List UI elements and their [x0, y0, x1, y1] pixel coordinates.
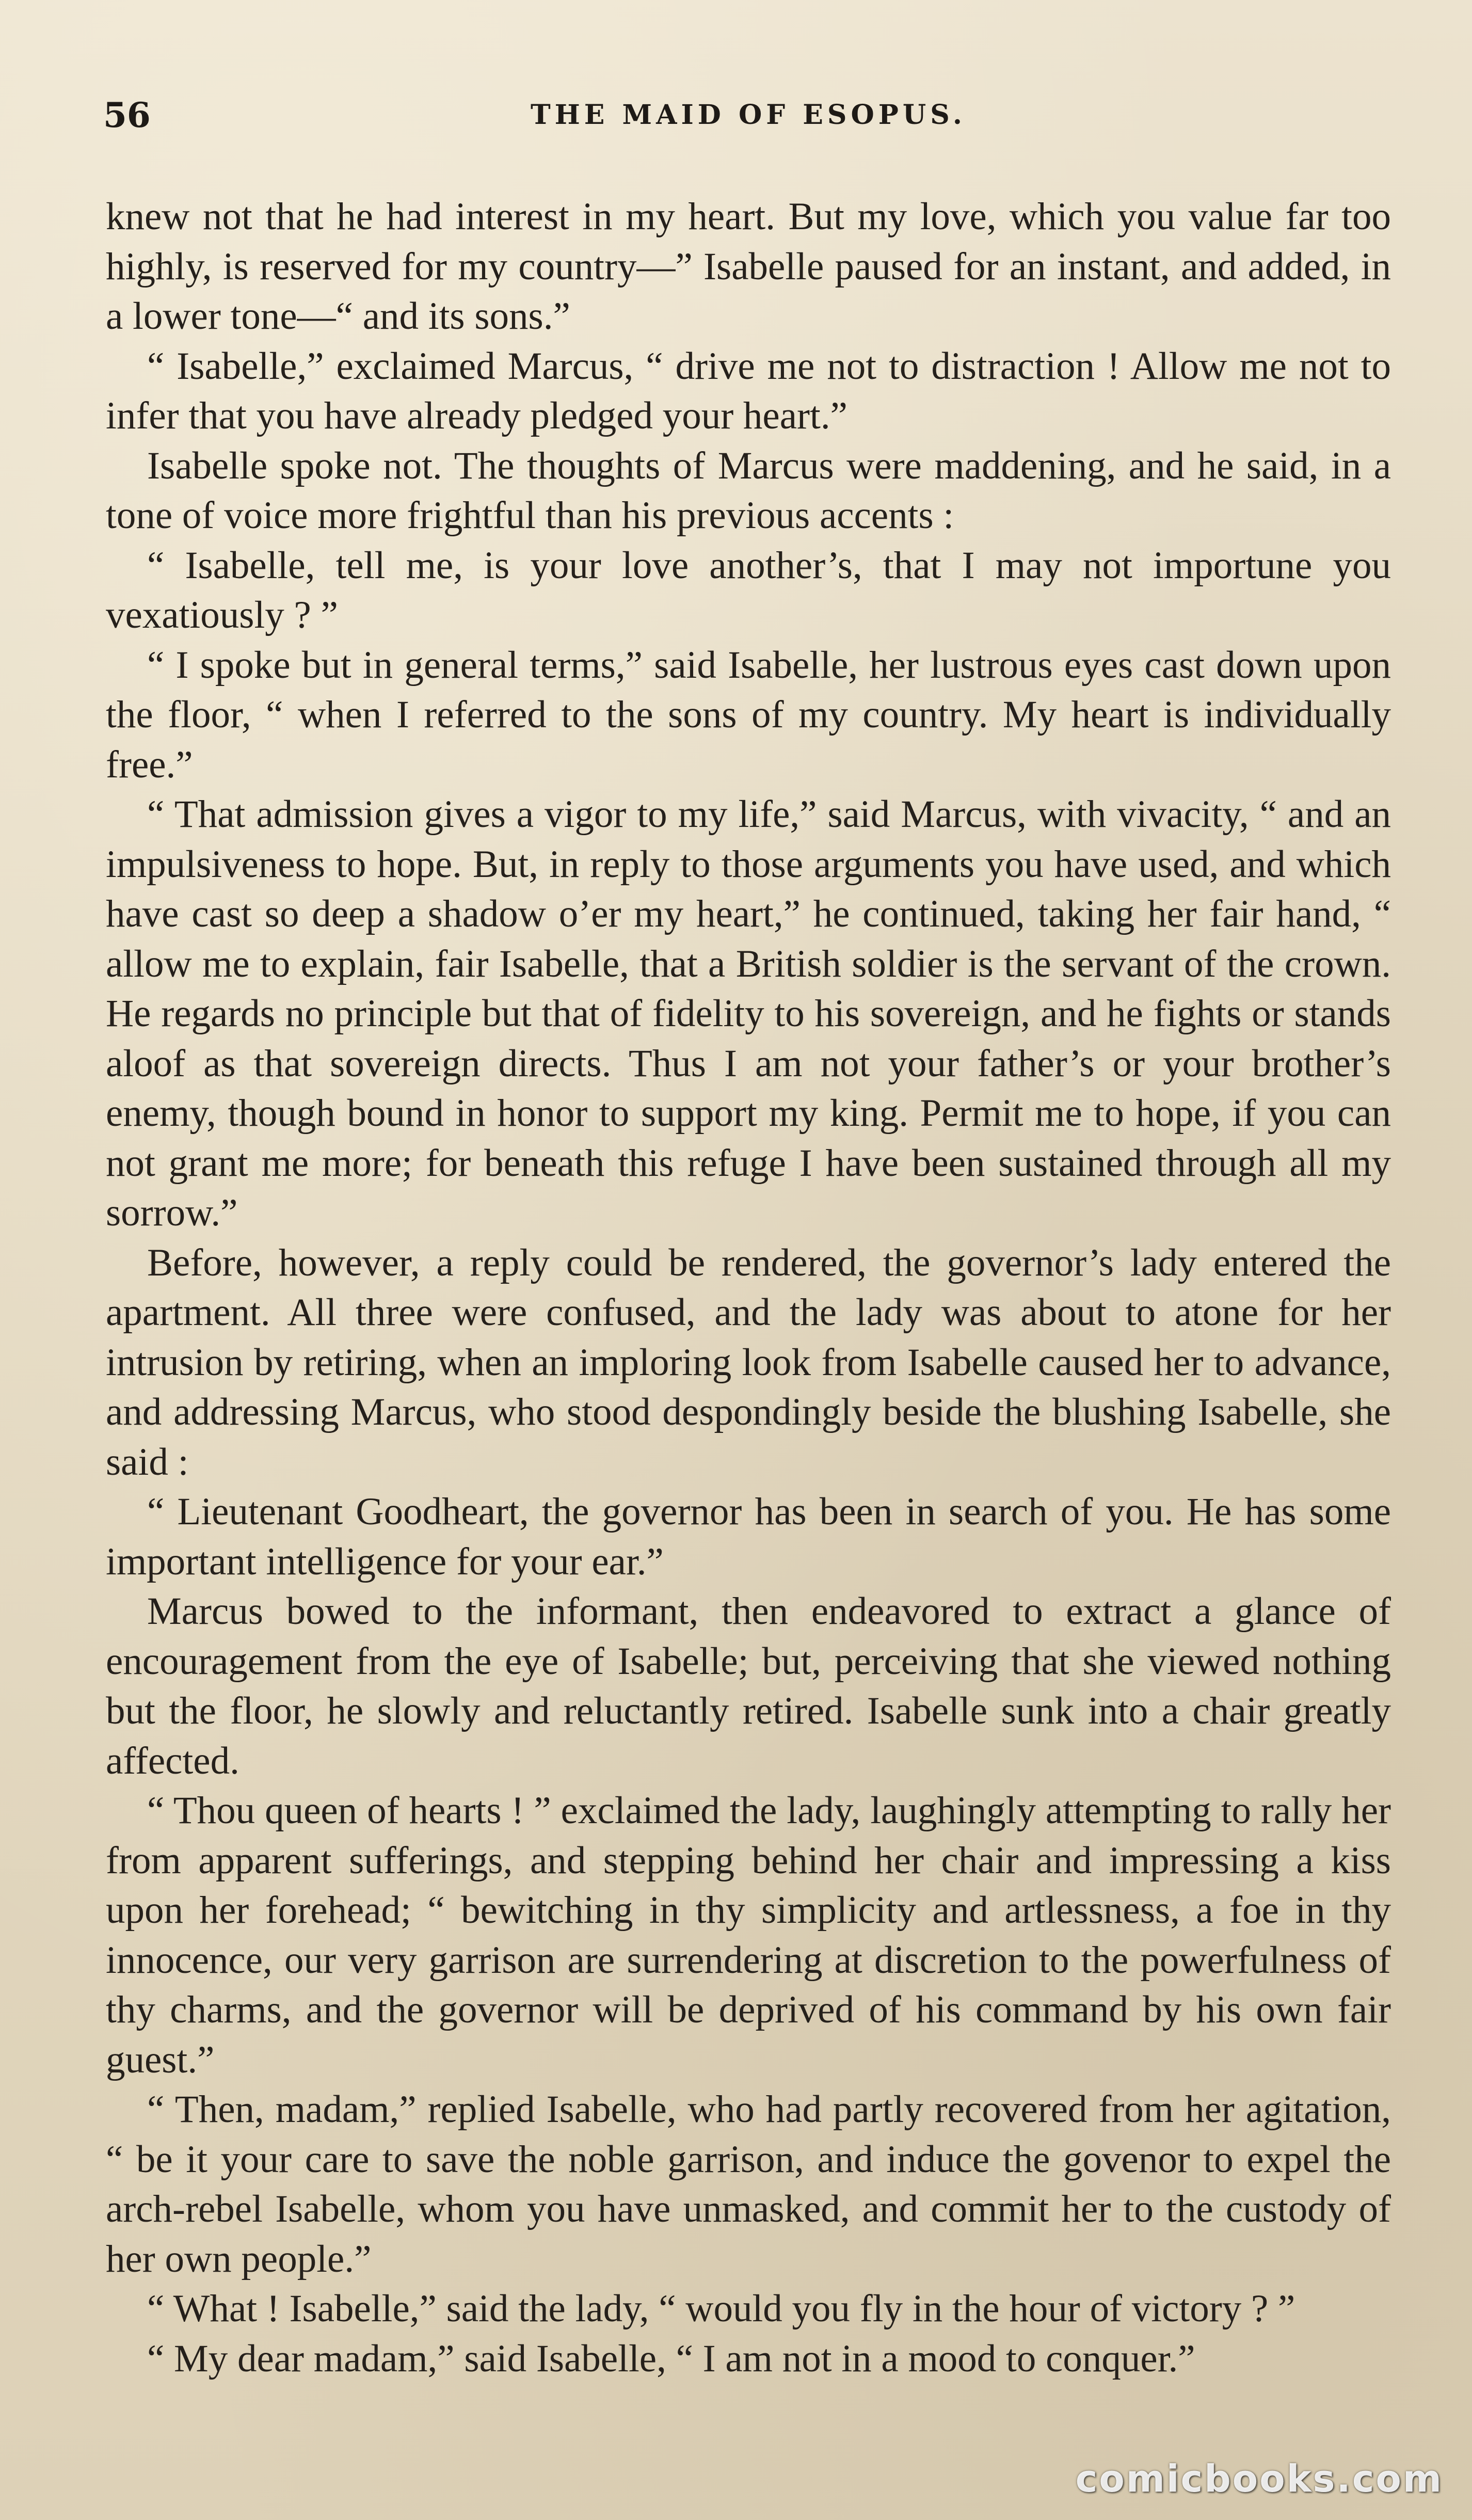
- paragraph: knew not that he had interest in my heart. But my love, which you value far too highly, is reserved for my country—” Isabelle paused for an instant, and added, in a lower tone—“ and its sons.”: [106, 195, 1391, 338]
- paragraph: “ Thou queen of hearts ! ” exclaimed the lady, laughingly attempting to rally her from apparent sufferings, and stepping behind her chair and impressing a kiss upon her forehead; “ bewitching in thy simplicity and artlessness, a foe in thy innocence, our very garrison are surrendering at discretion to the powerfulness of thy charms, and the governor will be deprived of his command by his own fair guest.”: [106, 1789, 1391, 2081]
- paragraph: “ My dear madam,” said Isabelle, “ I am not in a mood to conquer.”: [147, 2337, 1195, 2380]
- paragraph: “ I spoke but in general terms,” said Isabelle, her lustrous eyes cast down upon the floor, “ when I referred to the sons of my country. My heart is individually free.”: [106, 643, 1391, 786]
- paragraph: “ Lieutenant Goodheart, the governor has been in search of you. He has some important intelligence for your ear.”: [106, 1490, 1391, 1583]
- paragraph: Marcus bowed to the informant, then endeavored to extract a glance of encouragement from the eye of Isabelle; but, perceiving that she viewed nothing but the floor, he slowly and reluctantly retired. Isabelle sunk into a chair greatly affected.: [106, 1590, 1391, 1782]
- paragraph: Isabelle spoke not. The thoughts of Marcus were maddening, and he said, in a tone of voice more frightful than his previous accents :: [106, 444, 1391, 537]
- paragraph: “ That admission gives a vigor to my life,” said Marcus, with vivacity, “ and an impulsiveness to hope. But, in reply to those arguments you have used, and which have cast so deep a shadow o’er my heart,” he continued, taking her fair hand, “ allow me to explain, fair Isabelle, that a British soldier is the servant of the crown. He regards no principle but that of fidelity to his sovereign, and he fights or stands aloof as that sovereign directs. Thus I am not your father’s or your brother’s enemy, though bound in honor to support my king. Permit me to hope, if you can not grant me more; for beneath this refuge I have been sustained through all my sorrow.”: [106, 793, 1391, 1234]
- paragraph: “ Isabelle,” exclaimed Marcus, “ drive me not to distraction ! Allow me not to infer that you have already pledged your heart.”: [106, 344, 1391, 437]
- running-head: [103, 92, 1394, 138]
- paragraph: “ Then, madam,” replied Isabelle, who had partly recovered from her agitation, “ be it your care to save the noble garrison, and induce the govenor to expel the arch-rebel Isabelle, whom you have unmasked, and commit her to the custody of her own people.”: [106, 2088, 1391, 2280]
- paragraph: “ Isabelle, tell me, is your love another’s, that I may not importune you vexatiously ? ”: [106, 544, 1391, 636]
- paragraph: “ What ! Isabelle,” said the lady, “ would you fly in the hour of victory ? ”: [147, 2287, 1295, 2330]
- paragraph: Before, however, a reply could be rendered, the governor’s lady entered the apartment. All three were confused, and the lady was about to atone for her intrusion by retiring, when an imploring look from Isabelle caused her to advance, and addressing Marcus, who stood despondingly beside the blushing Isabelle, she said :: [106, 1241, 1391, 1484]
- watermark: comicbooks.com: [1075, 2457, 1443, 2500]
- body-text: [106, 192, 1391, 2384]
- running-title: THE MAID OF ESOPUS.: [530, 99, 967, 131]
- page-number: 56: [103, 95, 151, 135]
